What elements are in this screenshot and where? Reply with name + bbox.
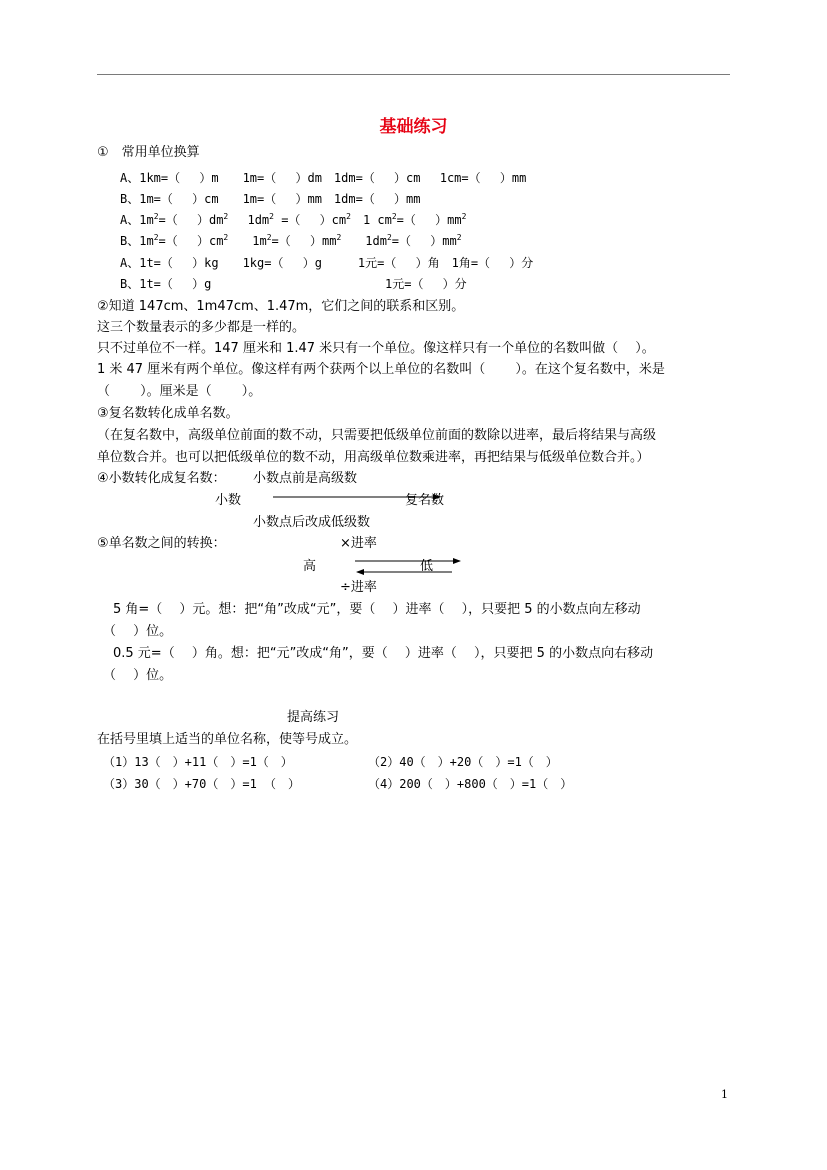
s5-above-label: ×进率 xyxy=(340,536,377,551)
s3-heading: ③复名数转化成单名数。 xyxy=(97,406,239,421)
s3-line-2: 单位数合并。也可以把低级单位的数不动，用高级单位数乘进率，再把结果与低级单位数合并。） xyxy=(97,450,650,465)
advanced-title: 提高练习 xyxy=(287,710,340,725)
s1-row-5: A、1t=（ ）kg 1kg=（ ）g 1元=（ ）角 1角=（ ）分 xyxy=(120,256,534,270)
advanced-instruction: 在括号里填上适当的单位名称，使等号成立。 xyxy=(97,732,358,747)
s5-heading: ⑤单名数之间的转换： xyxy=(97,536,226,551)
s5-question-1a: 5 角=（ ）元。想：把“角”改成“元”，要（ ）进率（ ），只要把 5 的小数点向左移动 xyxy=(113,602,641,617)
s1-row-6b: 1元=（ ）分 xyxy=(385,277,467,291)
advanced-problem-4: （4）200（ ）+800（ ）=1（ ） xyxy=(368,777,573,791)
advanced-problem-2: （2）40（ ）+20（ ）=1（ ） xyxy=(368,755,558,769)
s5-right-label: 低 xyxy=(420,559,434,574)
s1-row-6a: B、1t=（ ）g xyxy=(120,277,212,291)
s2-line-4: （ ）。厘米是（ ）。 xyxy=(97,384,262,399)
s5-question-2a: 0.5 元=（ ）角。想：把“元”改成“角”，要（ ）进率（ ），只要把 5 的小数点向右移动 xyxy=(113,646,654,661)
s1-row-3: A、$1m^2=$（ ）$dm^2$ $1dm^2$ =（ ）$cm^2$ 1 $cm^2=$（ ）$mm^2$ xyxy=(120,212,467,227)
advanced-problem-1: （1）13（ ）+11（ ）=1（ ） xyxy=(103,755,293,769)
s2-heading: ②知道 147cm、1m47cm、1.47m，它们之间的联系和区别。 xyxy=(97,299,465,314)
s4-right-label: 复名数 xyxy=(405,493,445,508)
s4-left-label: 小数 xyxy=(215,493,242,508)
advanced-problem-3: （3）30（ ）+70（ ）=1 （ ） xyxy=(103,777,301,791)
s1-heading: ① 常用单位换算 xyxy=(97,145,200,160)
s5-question-1b: （ ）位。 xyxy=(103,624,173,639)
s5-left-label: 高 xyxy=(303,559,317,574)
s2-line-1: 这三个数量表示的多少都是一样的。 xyxy=(97,320,306,335)
page-number: 1 xyxy=(721,1088,728,1101)
s2-line-3: 1 米 47 厘米有两个单位。像这样有两个获两个以上单位的名数叫（ ）。在这个复名数中，米是 xyxy=(97,362,665,377)
s1-row-1: A、1km=（ ）m 1m=（ ）dm 1dm=（ ）cm 1cm=（ ）mm xyxy=(120,171,527,185)
s4-above-label: 小数点前是高级数 xyxy=(253,471,358,486)
s4-heading: ④小数转化成复名数： xyxy=(97,471,226,486)
s3-line-1: （在复名数中，高级单位前面的数不动，只需要把低级单位前面的数除以进率，最后将结果与高级 xyxy=(97,428,657,443)
page-title: 基础练习 xyxy=(379,117,448,137)
s1-row-2: B、1m=（ ）cm 1m=（ ）mm 1dm=（ ）mm xyxy=(120,192,421,206)
s5-question-2b: （ ）位。 xyxy=(103,668,173,683)
s2-line-2: 只不过单位不一样。147 厘米和 1.47 米只有一个单位。像这样只有一个单位的名数叫做（ ）。 xyxy=(97,341,655,356)
s4-below-label: 小数点后改成低级数 xyxy=(253,515,371,530)
s5-below-label: ÷进率 xyxy=(340,580,377,595)
s1-row-4: B、$1m^2=$（ ）$cm^2$ $1m^2=$（ ）$mm^2$ $1dm^2=$（ ）$mm^2$ xyxy=(120,233,462,248)
